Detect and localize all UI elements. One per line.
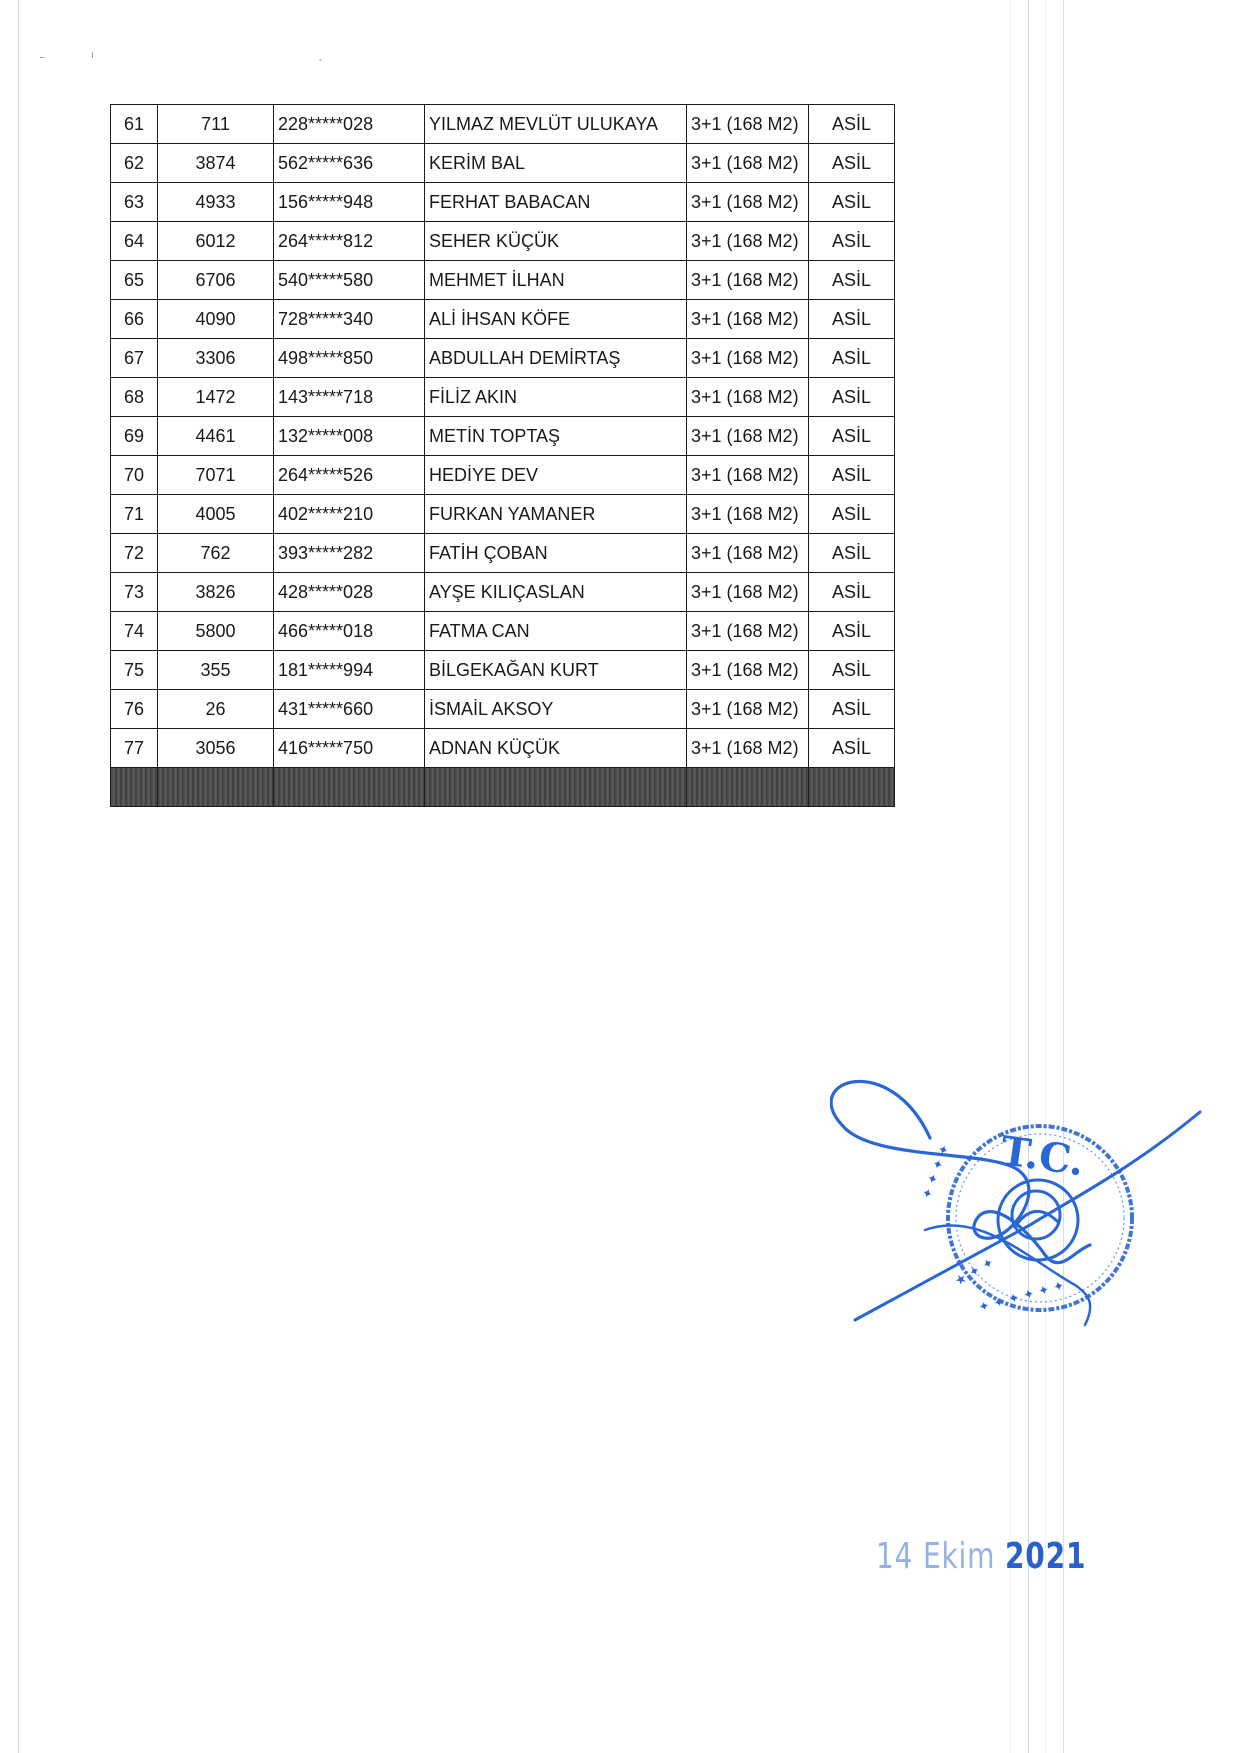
scan-artifact-line bbox=[18, 0, 19, 1753]
draw-number: 4461 bbox=[158, 417, 274, 456]
footer-cell bbox=[687, 768, 809, 807]
masked-id-number: 402*****210 bbox=[274, 495, 425, 534]
footer-cell bbox=[274, 768, 425, 807]
housing-type: 3+1 (168 M2) bbox=[687, 261, 809, 300]
row-number: 77 bbox=[111, 729, 158, 768]
full-name: METİN TOPTAŞ bbox=[425, 417, 687, 456]
draw-number: 4005 bbox=[158, 495, 274, 534]
draw-number: 3874 bbox=[158, 144, 274, 183]
footer-cell bbox=[158, 768, 274, 807]
draw-number: 711 bbox=[158, 105, 274, 144]
row-number: 62 bbox=[111, 144, 158, 183]
full-name: ADNAN KÜÇÜK bbox=[425, 729, 687, 768]
status: ASİL bbox=[809, 495, 895, 534]
draw-number: 3306 bbox=[158, 339, 274, 378]
masked-id-number: 416*****750 bbox=[274, 729, 425, 768]
masked-id-number: 498*****850 bbox=[274, 339, 425, 378]
row-number: 70 bbox=[111, 456, 158, 495]
status: ASİL bbox=[809, 261, 895, 300]
row-number: 73 bbox=[111, 573, 158, 612]
svg-text:✦ ✦ ✦ ✦: ✦ ✦ ✦ ✦ bbox=[919, 1142, 954, 1202]
table-row bbox=[111, 417, 895, 456]
status: ASİL bbox=[809, 651, 895, 690]
full-name: ALİ İHSAN KÖFE bbox=[425, 300, 687, 339]
housing-type: 3+1 (168 M2) bbox=[687, 456, 809, 495]
row-number: 71 bbox=[111, 495, 158, 534]
full-name: BİLGEKAĞAN KURT bbox=[425, 651, 687, 690]
status: ASİL bbox=[809, 300, 895, 339]
draw-number: 355 bbox=[158, 651, 274, 690]
row-number: 65 bbox=[111, 261, 158, 300]
table-row bbox=[111, 495, 895, 534]
svg-text:✦ ✦ ✦ ✦ ✦ ✦: ✦ ✦ ✦ ✦ ✦ ✦ bbox=[977, 1278, 1067, 1316]
row-number: 63 bbox=[111, 183, 158, 222]
status: ASİL bbox=[809, 417, 895, 456]
masked-id-number: 562*****636 bbox=[274, 144, 425, 183]
row-number: 69 bbox=[111, 417, 158, 456]
allocation-table bbox=[110, 104, 895, 807]
table-footer-band bbox=[111, 768, 895, 807]
table-row bbox=[111, 690, 895, 729]
table-row bbox=[111, 261, 895, 300]
table-row bbox=[111, 183, 895, 222]
status: ASİL bbox=[809, 339, 895, 378]
row-number: 72 bbox=[111, 534, 158, 573]
table-row bbox=[111, 651, 895, 690]
masked-id-number: 143*****718 bbox=[274, 378, 425, 417]
status: ASİL bbox=[809, 183, 895, 222]
scan-speck bbox=[40, 57, 44, 58]
housing-type: 3+1 (168 M2) bbox=[687, 573, 809, 612]
scan-artifact-line bbox=[1063, 0, 1064, 1753]
housing-type: 3+1 (168 M2) bbox=[687, 417, 809, 456]
draw-number: 3826 bbox=[158, 573, 274, 612]
masked-id-number: 228*****028 bbox=[274, 105, 425, 144]
masked-id-number: 428*****028 bbox=[274, 573, 425, 612]
scan-artifact-line bbox=[1010, 0, 1011, 1753]
masked-id-number: 264*****812 bbox=[274, 222, 425, 261]
status: ASİL bbox=[809, 378, 895, 417]
full-name: SEHER KÜÇÜK bbox=[425, 222, 687, 261]
row-number: 67 bbox=[111, 339, 158, 378]
row-number: 66 bbox=[111, 300, 158, 339]
status: ASİL bbox=[809, 612, 895, 651]
housing-type: 3+1 (168 M2) bbox=[687, 534, 809, 573]
status: ASİL bbox=[809, 573, 895, 612]
scan-speck bbox=[92, 52, 93, 58]
table-body bbox=[111, 105, 895, 807]
full-name: FERHAT BABACAN bbox=[425, 183, 687, 222]
row-number: 68 bbox=[111, 378, 158, 417]
full-name: FURKAN YAMANER bbox=[425, 495, 687, 534]
table-row bbox=[111, 378, 895, 417]
draw-number: 6706 bbox=[158, 261, 274, 300]
masked-id-number: 132*****008 bbox=[274, 417, 425, 456]
scan-speck bbox=[319, 59, 322, 61]
draw-number: 4933 bbox=[158, 183, 274, 222]
table-row bbox=[111, 612, 895, 651]
scan-artifact-line bbox=[1028, 0, 1029, 1753]
svg-text:★ ✦ ✦: ★ ✦ ✦ bbox=[952, 1255, 997, 1290]
full-name: HEDİYE DEV bbox=[425, 456, 687, 495]
housing-type: 3+1 (168 M2) bbox=[687, 339, 809, 378]
row-number: 75 bbox=[111, 651, 158, 690]
full-name: FATMA CAN bbox=[425, 612, 687, 651]
full-name: KERİM BAL bbox=[425, 144, 687, 183]
date-stamp-day-month: 14 Ekim bbox=[876, 1536, 996, 1577]
housing-type: 3+1 (168 M2) bbox=[687, 495, 809, 534]
table-row bbox=[111, 534, 895, 573]
row-number: 76 bbox=[111, 690, 158, 729]
full-name: AYŞE KILIÇASLAN bbox=[425, 573, 687, 612]
housing-type: 3+1 (168 M2) bbox=[687, 612, 809, 651]
draw-number: 26 bbox=[158, 690, 274, 729]
full-name: YILMAZ MEVLÜT ULUKAYA bbox=[425, 105, 687, 144]
masked-id-number: 181*****994 bbox=[274, 651, 425, 690]
full-name: ABDULLAH DEMİRTAŞ bbox=[425, 339, 687, 378]
table-row bbox=[111, 456, 895, 495]
housing-type: 3+1 (168 M2) bbox=[687, 144, 809, 183]
table-row bbox=[111, 729, 895, 768]
footer-cell bbox=[425, 768, 687, 807]
official-seal-and-signature bbox=[830, 1050, 1210, 1350]
masked-id-number: 393*****282 bbox=[274, 534, 425, 573]
draw-number: 5800 bbox=[158, 612, 274, 651]
footer-cell bbox=[111, 768, 158, 807]
table-row bbox=[111, 573, 895, 612]
scan-artifact-line bbox=[1045, 0, 1046, 1753]
housing-type: 3+1 (168 M2) bbox=[687, 222, 809, 261]
masked-id-number: 728*****340 bbox=[274, 300, 425, 339]
table-row bbox=[111, 144, 895, 183]
row-number: 61 bbox=[111, 105, 158, 144]
housing-type: 3+1 (168 M2) bbox=[687, 651, 809, 690]
draw-number: 7071 bbox=[158, 456, 274, 495]
status: ASİL bbox=[809, 456, 895, 495]
table-row bbox=[111, 300, 895, 339]
masked-id-number: 540*****580 bbox=[274, 261, 425, 300]
housing-type: 3+1 (168 M2) bbox=[687, 300, 809, 339]
housing-type: 3+1 (168 M2) bbox=[687, 729, 809, 768]
full-name: FATİH ÇOBAN bbox=[425, 534, 687, 573]
housing-type: 3+1 (168 M2) bbox=[687, 105, 809, 144]
status: ASİL bbox=[809, 729, 895, 768]
footer-cell bbox=[809, 768, 895, 807]
status: ASİL bbox=[809, 144, 895, 183]
draw-number: 3056 bbox=[158, 729, 274, 768]
full-name: İSMAİL AKSOY bbox=[425, 690, 687, 729]
masked-id-number: 156*****948 bbox=[274, 183, 425, 222]
status: ASİL bbox=[809, 690, 895, 729]
status: ASİL bbox=[809, 222, 895, 261]
date-stamp bbox=[876, 1536, 1086, 1577]
full-name: MEHMET İLHAN bbox=[425, 261, 687, 300]
housing-type: 3+1 (168 M2) bbox=[687, 183, 809, 222]
table-row bbox=[111, 222, 895, 261]
status: ASİL bbox=[809, 534, 895, 573]
masked-id-number: 264*****526 bbox=[274, 456, 425, 495]
row-number: 74 bbox=[111, 612, 158, 651]
draw-number: 1472 bbox=[158, 378, 274, 417]
table-row bbox=[111, 105, 895, 144]
full-name: FİLİZ AKIN bbox=[425, 378, 687, 417]
seal-icon bbox=[830, 1050, 1210, 1350]
draw-number: 6012 bbox=[158, 222, 274, 261]
housing-type: 3+1 (168 M2) bbox=[687, 378, 809, 417]
draw-number: 762 bbox=[158, 534, 274, 573]
svg-text:T.C.: T.C. bbox=[997, 1127, 1088, 1186]
masked-id-number: 466*****018 bbox=[274, 612, 425, 651]
draw-number: 4090 bbox=[158, 300, 274, 339]
table-row bbox=[111, 339, 895, 378]
row-number: 64 bbox=[111, 222, 158, 261]
housing-type: 3+1 (168 M2) bbox=[687, 690, 809, 729]
masked-id-number: 431*****660 bbox=[274, 690, 425, 729]
date-stamp-year: 2021 bbox=[1004, 1536, 1087, 1577]
status: ASİL bbox=[809, 105, 895, 144]
